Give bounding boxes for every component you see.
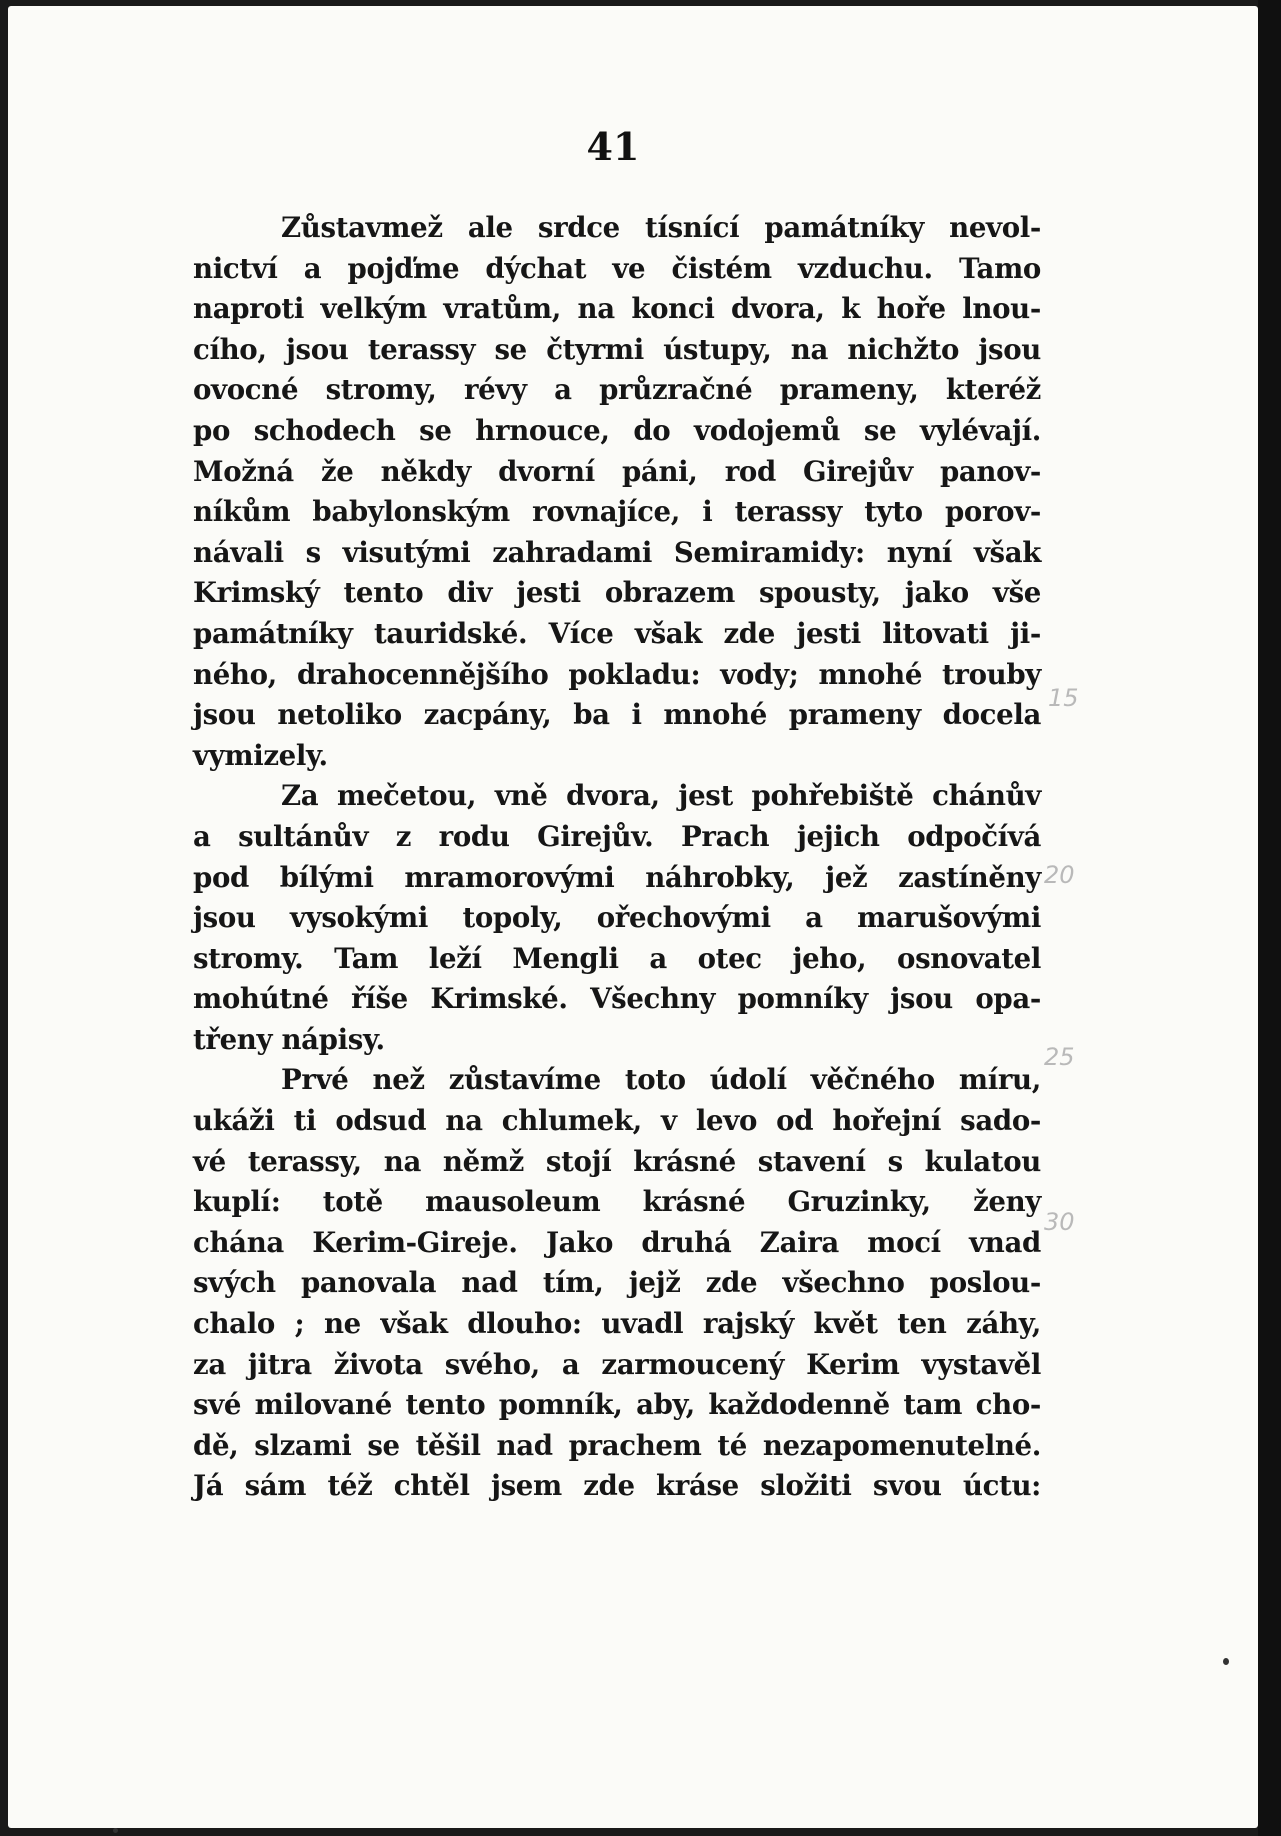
text-line: a sultánův z rodu Girejův. Prach jejich odpočívá bbox=[193, 819, 1041, 853]
text-line: ného, drahocennějšího pokladu: vody; mnohé trouby bbox=[193, 657, 1041, 691]
text-line: Já sám též chtěl jsem zde kráse složiti svou úctu: bbox=[193, 1469, 1041, 1503]
text-line: chána Kerim-Gireje. Jako druhá Zaira mocí vnad bbox=[193, 1225, 1041, 1259]
page-number: 41 bbox=[586, 124, 640, 169]
scan-edge bbox=[1258, 0, 1281, 1836]
scan-speck bbox=[113, 1828, 118, 1833]
book-page bbox=[8, 6, 1258, 1828]
body-text bbox=[193, 208, 1041, 1507]
text-line: Možná že někdy dvorní páni, rod Girejův panov- bbox=[193, 454, 1041, 488]
text-line: dě, slzami se těšil nad prachem té nezapomenutelné. bbox=[193, 1428, 1041, 1462]
text-line: Prvé než zůstavíme toto údolí věčného míru, bbox=[281, 1063, 1041, 1097]
text-line: třeny nápisy. bbox=[193, 1022, 385, 1056]
margin-line-number: 25 bbox=[1044, 1043, 1075, 1071]
text-line: jsou netoliko zacpány, ba i mnohé prameny docela bbox=[193, 698, 1041, 732]
text-line: Krimský tento div jesti obrazem spousty, jako vše bbox=[193, 576, 1041, 610]
margin-line-number: 20 bbox=[1044, 861, 1075, 889]
text-line: památníky tauridské. Více však zde jesti litovati ji- bbox=[193, 616, 1041, 650]
margin-line-number: 30 bbox=[1044, 1208, 1075, 1236]
text-line: po schodech se hrnouce, do vodojemů se vylévají. bbox=[193, 413, 1041, 447]
text-line: níkům babylonským rovnajíce, i terassy tyto porov- bbox=[193, 495, 1041, 529]
margin-line-number: 15 bbox=[1048, 684, 1079, 712]
text-line: pod bílými mramorovými náhrobky, jež zastíněny bbox=[193, 860, 1041, 894]
text-line: chalo ; ne však dlouho: uvadl rajský květ ten záhy, bbox=[193, 1307, 1041, 1341]
text-line: cího, jsou terassy se čtyrmi ústupy, na nichžto jsou bbox=[193, 332, 1041, 366]
text-line: nictví a pojďme dýchat ve čistém vzduchu. Tamo bbox=[193, 251, 1041, 285]
text-line: naproti velkým vratům, na konci dvora, k hoře lnou- bbox=[193, 292, 1041, 326]
text-line: stromy. Tam leží Mengli a otec jeho, osnovatel bbox=[193, 941, 1041, 975]
text-line: ukáži ti odsud na chlumek, v levo od hořejní sado- bbox=[193, 1104, 1041, 1138]
text-line: mohútné říše Krimské. Všechny pomníky jsou opa- bbox=[193, 982, 1041, 1016]
text-line: kuplí: totě mausoleum krásné Gruzinky, ženy bbox=[193, 1185, 1041, 1219]
text-line: své milované tento pomník, aby, každodenně tam cho- bbox=[193, 1388, 1041, 1422]
text-line: vé terassy, na němž stojí krásné stavení s kulatou bbox=[193, 1144, 1041, 1178]
text-line: Zůstavmež ale srdce tísnící památníky nevol- bbox=[281, 211, 1041, 244]
text-line: jsou vysokými topoly, ořechovými a marušovými bbox=[193, 901, 1041, 935]
text-line: za jitra života svého, a zarmoucený Kerim vystavěl bbox=[193, 1347, 1041, 1381]
text-line: svých panovala nad tím, jejž zde všechno poslou- bbox=[193, 1266, 1041, 1300]
text-line: vymizely. bbox=[193, 738, 328, 772]
text-line: návali s visutými zahradami Semiramidy: nyní však bbox=[193, 535, 1041, 569]
text-line: ovocné stromy, révy a průzračné prameny, kteréž bbox=[193, 373, 1041, 407]
scan-speck bbox=[1223, 1658, 1229, 1665]
text-line: Za mečetou, vně dvora, jest pohřebiště chánův bbox=[281, 779, 1041, 813]
